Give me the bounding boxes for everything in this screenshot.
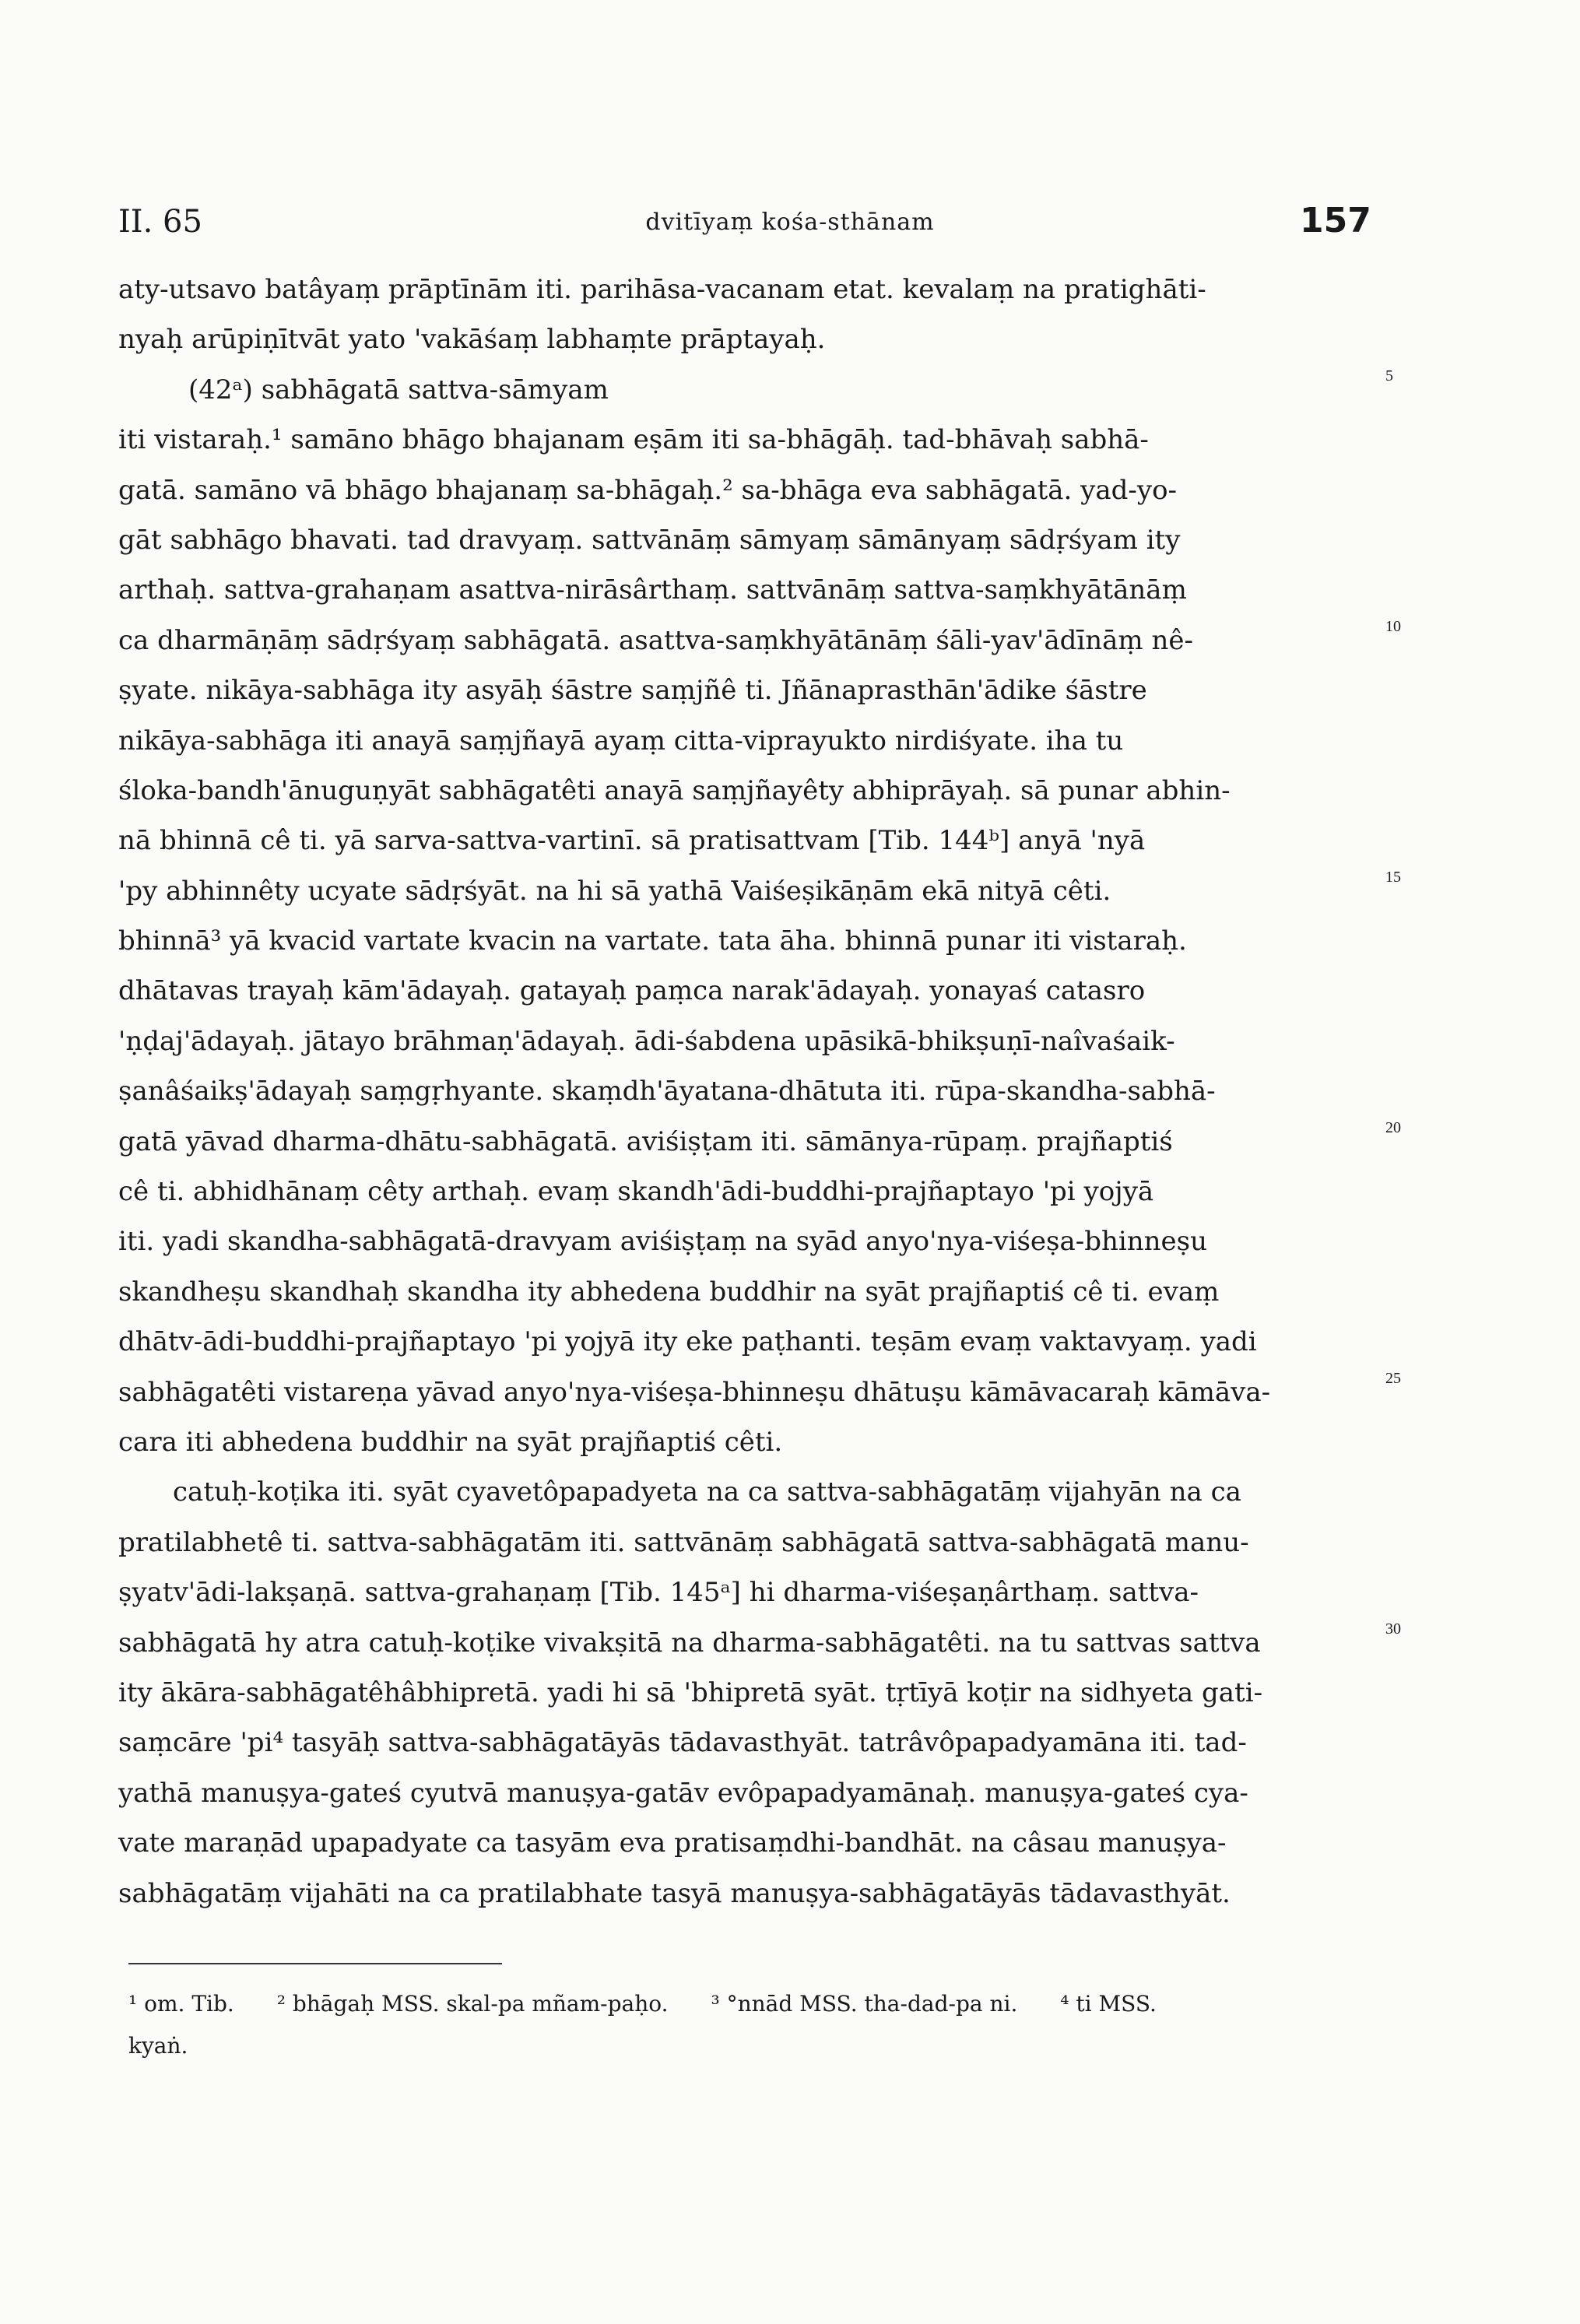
text-line: 'py abhinnêty ucyate sādṛśyāt. na hi sā yathā Vaiśeṣikāṇām ekā nityā cêti.	[118, 875, 1111, 907]
text-line: saṃcāre 'pi⁴ tasyāḥ sattva-sabhāgatāyās tādavasthyāt. tatrâvôpapadyamāna iti. tad-	[118, 1727, 1247, 1759]
text-line: iti. yadi skandha-sabhāgatā-dravyam aviśiṣṭaṃ na syād anyo'nya-viśeṣa-bhinneṣu	[118, 1226, 1208, 1258]
line-number: 25	[1385, 1370, 1401, 1387]
text-line: bhinnā³ yā kvacid vartate kvacin na vartate. tata āha. bhinnā punar iti vistaraḥ.	[118, 925, 1187, 957]
running-head-left: II. 65	[118, 204, 202, 240]
text-line: iti vistaraḥ.¹ samāno bhāgo bhajanam eṣām iti sa-bhāgāḥ. tad-bhāvaḥ sabhā-	[118, 424, 1149, 456]
text-line: sabhāgatêti vistareṇa yāvad anyo'nya-viśeṣa-bhinneṣu dhātuṣu kāmāvacaraḥ kāmāva-	[118, 1376, 1271, 1408]
text-line: aty-utsavo batâyaṃ prāptīnām iti. parihāsa-vacanam etat. kevalaṃ na pratighāti-	[118, 274, 1206, 305]
text-line: yathā manuṣya-gateś cyutvā manuṣya-gatāv evôpapadyamānaḥ. manuṣya-gateś cya-	[118, 1777, 1248, 1809]
footnote: ³ °nnād MSS. tha-dad-pa ni.	[711, 1991, 1018, 2017]
footnote: ² bhāgaḥ MSS. skal-pa mñam-paḥo.	[276, 1991, 669, 2017]
text-line: catuḥ-koṭika iti. syāt cyavetôpapadyeta na ca sattva-sabhāgatāṃ vijahyān na ca	[173, 1476, 1241, 1508]
footnote: ¹ om. Tib.	[128, 1991, 234, 2017]
text-line: vate maraṇād upapadyate ca tasyām eva pratisaṃdhi-bandhāt. na câsau manuṣya-	[118, 1827, 1227, 1859]
text-line: sabhāgatāṃ vijahāti na ca pratilabhate tasyā manuṣya-sabhāgatāyās tādavasthyāt.	[118, 1877, 1231, 1909]
text-line: ṣanâśaikṣ'ādayaḥ saṃgṛhyante. skaṃdh'āyatana-dhātuta iti. rūpa-skandha-sabhā-	[118, 1076, 1216, 1108]
footnote-rule	[128, 1963, 502, 1964]
text-line: dhātv-ādi-buddhi-prajñaptayo 'pi yojyā ity eke paṭhanti. teṣām evaṃ vaktavyaṃ. yadi	[118, 1326, 1257, 1358]
footnote-continuation: kyaṅ.	[128, 2033, 188, 2059]
text-line: arthaḥ. sattva-grahaṇam asattva-nirāsârthaṃ. sattvānāṃ sattva-saṃkhyātānāṃ	[118, 574, 1187, 606]
line-number: 20	[1385, 1119, 1401, 1136]
line-number: 10	[1385, 618, 1401, 635]
text-line: ṣyate. nikāya-sabhāga ity asyāḥ śāstre saṃjñê ti. Jñānaprasthān'ādike śāstre	[118, 675, 1147, 707]
text-line: nyaḥ arūpiṇītvāt yato 'vakāśaṃ labhaṃte prāptayaḥ.	[118, 324, 826, 356]
text-line: cara iti abhedena buddhir na syāt prajñaptiś cêti.	[118, 1426, 783, 1458]
verse-heading: (42ᵃ) sabhāgatā sattva-sāmyam	[188, 374, 609, 405]
text-line: pratilabhetê ti. sattva-sabhāgatām iti. sattvānāṃ sabhāgatā sattva-sabhāgatā manu-	[118, 1526, 1249, 1558]
footnote: ⁴ ti MSS.	[1060, 1991, 1157, 2017]
text-line: gatā. samāno vā bhāgo bhajanaṃ sa-bhāgaḥ.² sa-bhāga eva sabhāgatā. yad-yo-	[118, 474, 1178, 506]
running-head-title: dvitīyaṃ kośa-sthānam	[645, 209, 935, 236]
page-number: 157	[1300, 201, 1371, 240]
text-line: 'ṇḍaj'ādayaḥ. jātayo brāhmaṇ'ādayaḥ. ādi-śabdena upāsikā-bhikṣuṇī-naîvaśaik-	[118, 1025, 1175, 1057]
text-line: śloka-bandh'ānuguṇyāt sabhāgatêti anayā saṃjñayêty abhiprāyaḥ. sā punar abhin-	[118, 774, 1231, 806]
text-line: sabhāgatā hy atra catuḥ-koṭike vivakṣitā na dharma-sabhāgatêti. na tu sattvas sattva	[118, 1627, 1261, 1659]
text-line: skandheṣu skandhaḥ skandha ity abhedena buddhir na syāt prajñaptiś cê ti. evaṃ	[118, 1276, 1220, 1308]
text-line: nikāya-sabhāga iti anayā saṃjñayā ayaṃ citta-viprayukto nirdiśyate. iha tu	[118, 725, 1124, 757]
text-line: gatā yāvad dharma-dhātu-sabhāgatā. aviśiṣṭam iti. sāmānya-rūpaṃ. prajñaptiś	[118, 1125, 1173, 1157]
footnotes	[128, 1983, 1374, 2067]
line-number: 15	[1385, 869, 1401, 886]
text-line: nā bhinnā cê ti. yā sarva-sattva-vartinī. sā pratisattvam [Tib. 144ᵇ] anyā 'nyā	[118, 825, 1146, 857]
text-line: dhātavas trayaḥ kām'ādayaḥ. gatayaḥ paṃca narak'ādayaḥ. yonayaś catasro	[118, 975, 1146, 1007]
text-line: ca dharmāṇāṃ sādṛśyaṃ sabhāgatā. asattva-saṃkhyātānāṃ śāli-yav'ādīnāṃ nê-	[118, 624, 1193, 656]
text-line: ṣyatv'ādi-lakṣaṇā. sattva-grahaṇaṃ [Tib. 145ᵃ] hi dharma-viśeṣaṇârthaṃ. sattva-	[118, 1577, 1199, 1609]
line-number: 30	[1385, 1620, 1401, 1638]
text-line: cê ti. abhidhānaṃ cêty arthaḥ. evaṃ skandh'ādi-buddhi-prajñaptayo 'pi yojyā	[118, 1176, 1154, 1208]
main-text	[118, 265, 1364, 1919]
text-line: ity ākāra-sabhāgatêhâbhipretā. yadi hi sā 'bhipretā syāt. tṛtīyā koṭir na sidhyeta gati-	[118, 1676, 1263, 1708]
text-line: gāt sabhāgo bhavati. tad dravyaṃ. sattvānāṃ sāmyaṃ sāmānyaṃ sādṛśyam ity	[118, 524, 1181, 556]
line-number: 5	[1385, 367, 1393, 384]
